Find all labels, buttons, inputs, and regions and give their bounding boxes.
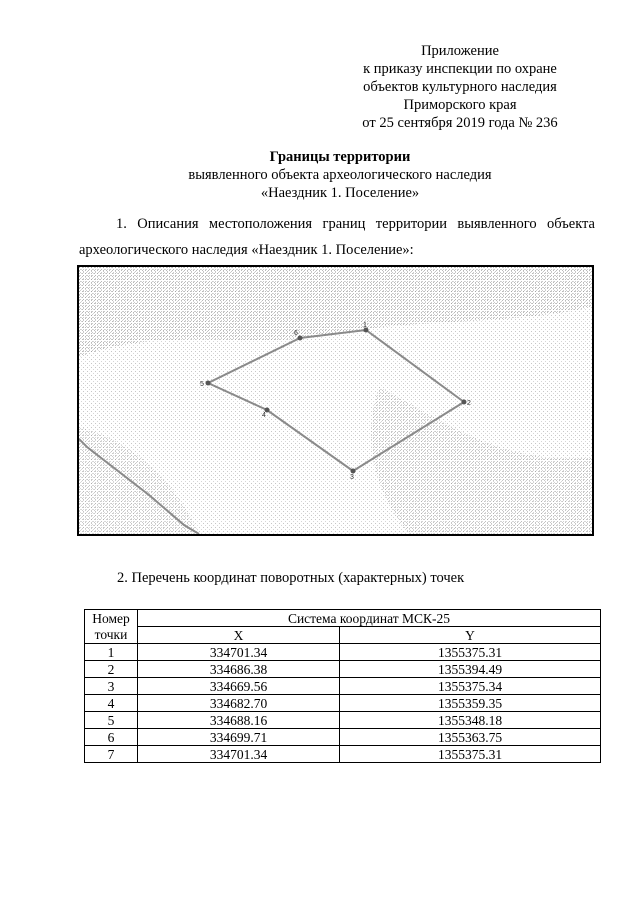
appendix-line: Приложение [421, 43, 499, 59]
cell-number: 4 [85, 695, 138, 712]
svg-text:4: 4 [262, 412, 266, 419]
table-row [85, 678, 601, 695]
cell-number: 6 [85, 729, 138, 746]
section-1-line: археологического наследия «Наездник 1. Поселение»: [79, 242, 414, 258]
cell-number: 3 [85, 678, 138, 695]
boundary-map [77, 265, 594, 536]
cell-x: 334682.70 [138, 695, 340, 712]
svg-text:6: 6 [294, 330, 298, 337]
cell-y: 1355348.18 [340, 712, 601, 729]
appendix-line: Приморского края [403, 97, 517, 113]
cell-x: 334686.38 [138, 661, 340, 678]
svg-text:2: 2 [467, 400, 471, 407]
header-coordinate-system: Система координат МСК-25 [138, 610, 601, 627]
cell-x: 334669.56 [138, 678, 340, 695]
cell-y: 1355375.34 [340, 678, 601, 695]
header-x: X [138, 627, 340, 644]
title-line: «Наездник 1. Поселение» [260, 185, 420, 201]
table-row [85, 644, 601, 661]
header-point-number [85, 610, 138, 627]
section-1-line: 1. Описания местоположения границ территории выявленного объекта [116, 216, 595, 232]
cell-y: 1355394.49 [340, 661, 601, 678]
cell-y: 1355375.31 [340, 644, 601, 661]
boundary-map-svg [79, 267, 592, 534]
cell-number: 2 [85, 661, 138, 678]
title-line: выявленного объекта археологического наследия [188, 167, 492, 183]
table-row [85, 712, 601, 729]
svg-text:1: 1 [363, 322, 367, 329]
table-row [85, 729, 601, 746]
cell-y: 1355359.35 [340, 695, 601, 712]
header-point-number-line2: точки [94, 627, 128, 643]
cell-number: 5 [85, 712, 138, 729]
section-2-heading: 2. Перечень координат поворотных (характерных) точек [117, 570, 465, 586]
cell-number: 7 [85, 746, 138, 763]
appendix-line: от 25 сентября 2019 года № 236 [362, 115, 558, 131]
table-row [85, 661, 601, 678]
coordinates-table [84, 609, 601, 763]
appendix-line: объектов культурного наследия [363, 79, 557, 95]
cell-x: 334701.34 [138, 746, 340, 763]
cell-x: 334701.34 [138, 644, 340, 661]
table-row [85, 695, 601, 712]
cell-x: 334699.71 [138, 729, 340, 746]
cell-x: 334688.16 [138, 712, 340, 729]
svg-text:5: 5 [200, 381, 204, 388]
svg-text:3: 3 [350, 474, 354, 481]
appendix-line: к приказу инспекции по охране [363, 61, 557, 77]
appendix-header [340, 42, 580, 132]
cell-y: 1355363.75 [340, 729, 601, 746]
header-y: Y [340, 627, 601, 644]
header-point-number-cont [85, 627, 138, 644]
cell-y: 1355375.31 [340, 746, 601, 763]
cell-number: 1 [85, 644, 138, 661]
table-row [85, 746, 601, 763]
section-1-paragraph [79, 211, 595, 263]
title-heading: Границы территории [269, 149, 411, 165]
header-point-number-line1: Номер [92, 610, 130, 626]
document-title [80, 148, 600, 202]
